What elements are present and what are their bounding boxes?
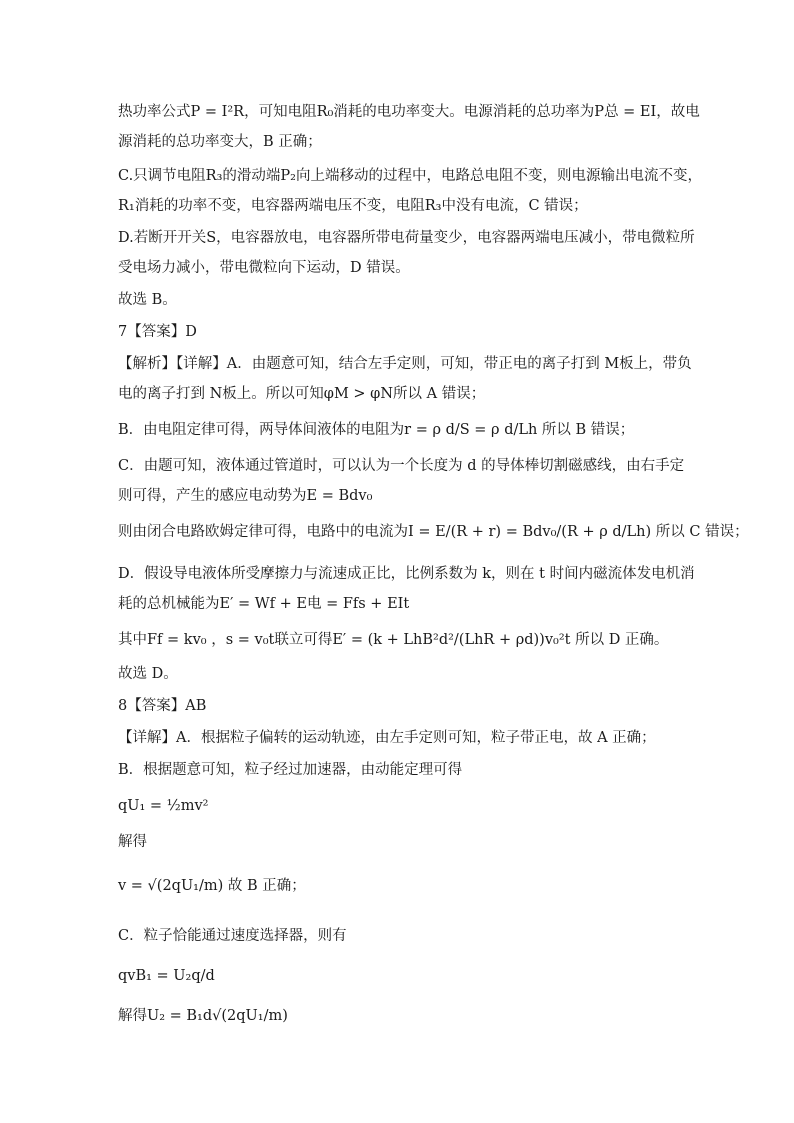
text-line-18: 故选 D。	[118, 666, 178, 682]
text-line-16: 耗的总机械能为E′ = Wf + E电 = Ffs + EIt	[118, 596, 410, 612]
text-line-23: 解得	[118, 834, 147, 850]
text-line-17: 其中Ff = kv₀ ，s = v₀t联立可得E′ = (k + LhB²d²/(LhR + ρd))v₀²t 所以 D 正确。	[118, 632, 669, 648]
text-line-6: 受电场力减小，带电微粒向下运动，D 错误。	[118, 260, 410, 276]
text-line-11: B．由电阻定律可得，两导体间液体的电阻为r = ρ d/S = ρ d/Lh 所以 B 错误；	[118, 422, 635, 438]
answer-7-heading: 7【答案】D	[118, 324, 197, 340]
text-line-4: R₁消耗的功率不变，电容器两端电压不变，电阻R₃中没有电流，C 错误；	[118, 198, 588, 214]
text-line-13: 则可得，产生的感应电动势为E = Bdv₀	[118, 488, 373, 504]
text-line-1: 热功率公式P = I²R，可知电阻R₀消耗的电功率变大。电源消耗的总功率为P总 = EI，故电	[118, 104, 700, 120]
text-line-12: C．由题可知，液体通过管道时，可以认为一个长度为 d 的导体棒切割磁感线，由右手定	[118, 458, 685, 474]
equation-kinetic-energy: qU₁ = ½mv²	[118, 798, 209, 814]
equation-velocity: v = √(2qU₁/m) 故 B 正确；	[118, 878, 306, 894]
text-line-15: D．假设导电液体所受摩擦力与流速成正比，比例系数为 k，则在 t 时间内磁流体发电机消	[118, 566, 695, 582]
text-line-21: B．根据题意可知，粒子经过加速器，由动能定理可得	[118, 762, 463, 778]
text-line-3: C.只调节电阻R₃的滑动端P₂向上端移动的过程中，电路总电阻不变，则电源输出电流不变，	[118, 168, 702, 184]
equation-velocity-selector: qvB₁ = U₂q/d	[118, 968, 215, 984]
text-line-7: 故选 B。	[118, 292, 177, 308]
text-line-5: D.若断开开关S，电容器放电，电容器所带电荷量变少，电容器两端电压减小，带电微粒所	[118, 230, 695, 246]
text-line-20: 【详解】A．根据粒子偏转的运动轨迹，由左手定则可知，粒子带正电，故 A 正确；	[118, 730, 656, 746]
answer-8-heading: 8【答案】AB	[118, 698, 207, 714]
text-line-25: C．粒子恰能通过速度选择器，则有	[118, 928, 347, 944]
equation-u2: 解得U₂ = B₁d√(2qU₁/m)	[118, 1008, 288, 1024]
text-line-9: 【解析】【详解】A．由题意可知，结合左手定则，可知，带正电的离子打到 M板上，带负	[118, 356, 692, 372]
text-line-14: 则由闭合电路欧姆定律可得，电路中的电流为I = E/(R + r) = Bdv₀/(R + ρ d/Lh) 所以 C 错误；	[118, 524, 749, 540]
text-line-2: 源消耗的总功率变大，B 正确；	[118, 134, 322, 150]
text-line-10: 电的离子打到 N板上。所以可知φM > φN所以 A 错误；	[118, 386, 486, 402]
